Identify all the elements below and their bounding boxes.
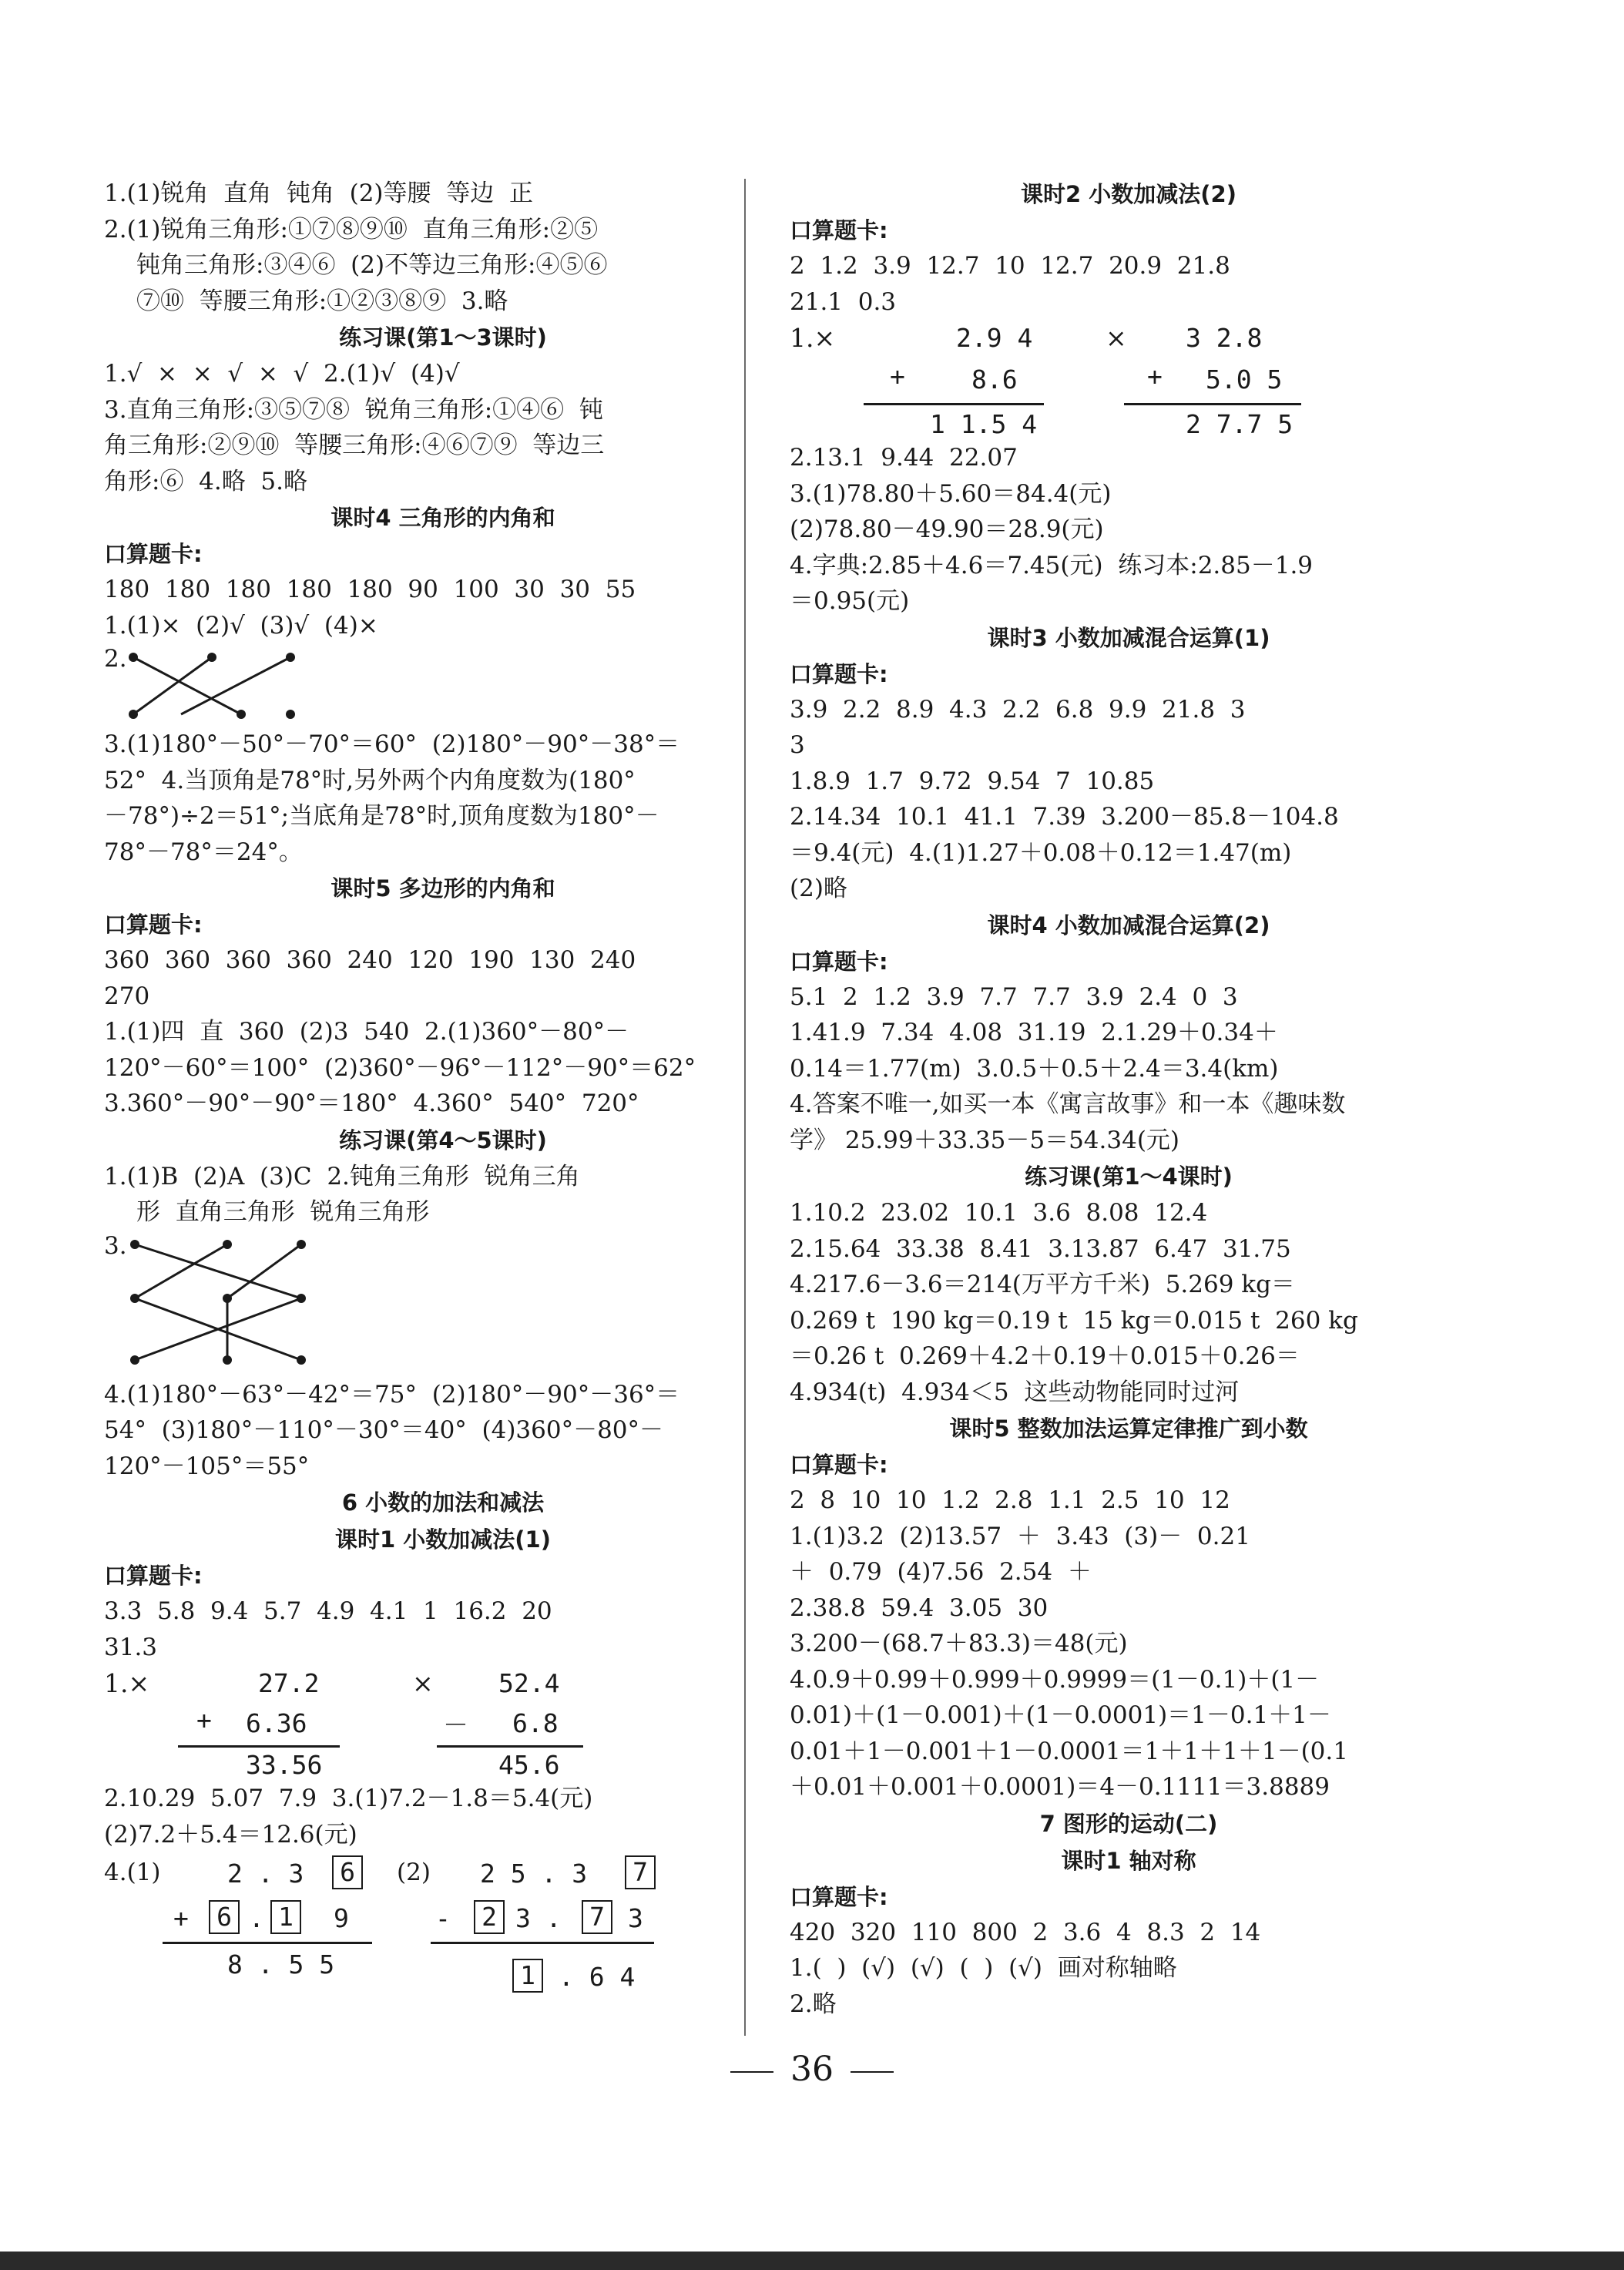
- answer-box: 1: [270, 1900, 301, 1934]
- check-mark: 1.×: [790, 323, 836, 353]
- section-heading: 课时1 轴对称: [1061, 1847, 1196, 1874]
- mental-math-label: 口算题卡:: [104, 541, 203, 567]
- bottom-edge-band: [0, 2252, 1624, 2270]
- unit-heading: 6 小数的加法和减法: [341, 1489, 545, 1516]
- result: . 6 4: [559, 1962, 636, 1992]
- text-line: 120°－60°＝100° (2)360°－96°－112°－90°＝62°: [104, 1053, 696, 1082]
- digit: 3: [628, 1903, 643, 1933]
- text-line: ＋ 0.79 (4)7.56 2.54 ＋: [790, 1558, 1092, 1586]
- addend: 6.36: [246, 1708, 307, 1738]
- result: 2 7.7 5: [1186, 409, 1293, 439]
- mental-math-label: 口算题卡:: [790, 1452, 888, 1478]
- text-line: 0.01＋1－0.001＋1－0.0001＝1＋1＋1＋1－(0.1: [790, 1737, 1348, 1765]
- text-line: 5.1 2 1.2 3.9 7.7 7.7 3.9 2.4 0 3: [790, 982, 1238, 1011]
- text-line: (2)7.2＋5.4＝12.6(元): [104, 1820, 357, 1849]
- text-line: 52° 4.当顶角是78°时,另外两个内角度数为(180°: [104, 766, 636, 794]
- text-line: 2 8 10 10 1.2 2.8 1.1 2.5 10 12: [790, 1486, 1230, 1514]
- matching-lines-diagram: [127, 643, 358, 727]
- addend: 27.2: [258, 1668, 320, 1698]
- text-line: 360 360 360 360 240 120 190 130 240: [104, 946, 636, 974]
- text-line: (2)略: [790, 875, 847, 902]
- item-label: (2): [397, 1859, 431, 1886]
- text-line: 4.字典:2.85＋4.6＝7.45(元) 练习本:2.85－1.9: [790, 551, 1314, 579]
- operator: +: [196, 1705, 212, 1735]
- text-line: 3.9 2.2 8.9 4.3 2.2 6.8 9.9 21.8 3: [790, 695, 1246, 724]
- subtrahend: 6.8: [512, 1708, 559, 1738]
- text-line: 3.3 5.8 9.4 5.7 4.9 4.1 1 16.2 20: [104, 1597, 552, 1625]
- answer-box: 7: [625, 1855, 656, 1889]
- result-line: [864, 403, 1044, 405]
- text-line: 1.(1)锐角 直角 钝角 (2)等腰 等边 正: [104, 180, 533, 207]
- text-line: 3: [790, 731, 805, 759]
- text-line: 形 直角三角形 锐角三角形: [136, 1198, 430, 1226]
- text-line: 1.8.9 1.7 9.72 9.54 7 10.85: [790, 767, 1155, 795]
- text-line: 学》 25.99＋33.35－5＝54.34(元): [790, 1126, 1180, 1154]
- section-heading: 课时3 小数加减混合运算(1): [987, 624, 1270, 651]
- text-line: 1.( ) (√) (√) ( ) (√) 画对称轴略: [790, 1954, 1177, 1982]
- digit: 9: [334, 1903, 349, 1933]
- operator: －: [443, 1710, 468, 1740]
- mental-math-label: 口算题卡:: [104, 912, 203, 938]
- text-line: 3.200－(68.7＋83.3)＝48(元): [790, 1630, 1128, 1657]
- text-line: 0.14＝1.77(m) 3.0.5＋0.5＋2.4＝3.4(km): [790, 1054, 1279, 1083]
- answer-box: 2: [474, 1900, 505, 1934]
- text-line: 3.直角三角形:③⑤⑦⑧ 锐角三角形:①④⑥ 钝: [104, 395, 603, 424]
- section-heading: 课时1 小数加减法(1): [335, 1526, 551, 1553]
- addend: 5.0 5: [1206, 364, 1283, 395]
- text-line: ＝0.26 t 0.269＋4.2＋0.19＋0.015＋0.26＝: [790, 1342, 1300, 1370]
- text-line: 3.(1)180°－50°－70°＝60° (2)180°－90°－38°＝: [104, 730, 680, 758]
- text-line: 2 1.2 3.9 12.7 10 12.7 20.9 21.8: [790, 252, 1230, 280]
- text-line: 钝角三角形:③④⑥ (2)不等边三角形:④⑤⑥: [136, 251, 608, 279]
- text-line: ＝0.95(元): [790, 587, 910, 615]
- section-heading: 练习课(第4～5课时): [339, 1127, 547, 1153]
- text-line: 3.360°－90°－90°＝180° 4.360° 540° 720°: [104, 1090, 639, 1117]
- text-line: 420 320 110 800 2 3.6 4 8.3 2 14: [790, 1918, 1261, 1946]
- section-heading: 练习课(第1～3课时): [339, 324, 547, 351]
- text-line: 3.(1)78.80＋5.60＝84.4(元): [790, 479, 1112, 508]
- digits: 3 .: [515, 1903, 562, 1933]
- text-line: 21.1 0.3: [790, 287, 897, 316]
- text-line: 1.(1)B (2)A (3)C 2.钝角三角形 锐角三角: [104, 1162, 580, 1190]
- result-line: [178, 1745, 340, 1748]
- text-line: 2.15.64 33.38 8.41 3.13.87 6.47 31.75: [790, 1234, 1291, 1263]
- minuend: 2 5 . 3: [480, 1859, 588, 1889]
- check-mark: ×: [1106, 323, 1127, 353]
- text-line: 4.(1)180°－63°－42°＝75° (2)180°－90°－36°＝: [104, 1380, 680, 1409]
- figure-label: 3.: [104, 1231, 127, 1260]
- answer-box: 6: [209, 1900, 240, 1934]
- item-label: 4.(1): [104, 1859, 161, 1886]
- section-heading: 课时2 小数加减法(2): [1021, 181, 1236, 207]
- mental-math-label: 口算题卡:: [790, 660, 888, 687]
- figure-label: 2.: [104, 645, 127, 673]
- operator: +: [173, 1903, 189, 1933]
- matching-figure-2: [104, 1231, 782, 1377]
- page-number: [0, 2050, 1624, 2089]
- dash-right: [851, 2071, 894, 2073]
- vertical-calculations-1: [104, 1665, 782, 1781]
- text-line: 4.0.9＋0.99＋0.999＋0.9999＝(1－0.1)＋(1－: [790, 1665, 1320, 1694]
- addend: 3 2.8: [1186, 323, 1263, 353]
- text-line: 1.10.2 23.02 10.1 3.6 8.08 12.4: [790, 1199, 1208, 1227]
- operator: -: [435, 1903, 451, 1933]
- check-mark: ×: [412, 1668, 434, 1698]
- result: 45.6: [498, 1750, 560, 1780]
- text-line: 270: [104, 982, 150, 1010]
- text-line: 2.13.1 9.44 22.07: [790, 444, 1018, 472]
- text-line: 角三角形:②⑨⑩ 等腰三角形:④⑥⑦⑨ 等边三: [104, 432, 605, 459]
- matching-lines-diagram: [127, 1231, 374, 1377]
- result-line: [431, 1942, 654, 1944]
- section-heading: 课时5 整数加法运算定律推广到小数: [949, 1415, 1308, 1442]
- text-line: ⑦⑩ 等腰三角形:①②③⑧⑨ 3.略: [136, 287, 508, 315]
- text-line: 4.217.6－3.6＝214(万平方千米) 5.269 kg＝: [790, 1271, 1295, 1298]
- mental-math-label: 口算题卡:: [790, 217, 888, 243]
- mental-math-label: 口算题卡:: [790, 1883, 888, 1910]
- matching-figure-1: [104, 643, 782, 727]
- answer-box: 6: [332, 1855, 363, 1889]
- text-line: ＝9.4(元) 4.(1)1.27＋0.08＋0.12＝1.47(m): [790, 838, 1292, 867]
- section-heading: 课时4 三角形的内角和: [331, 505, 555, 531]
- text-line: 4.934(t) 4.934＜5 这些动物能同时过河: [790, 1378, 1240, 1406]
- text-line: 0.269 t 190 kg＝0.19 t 15 kg＝0.015 t 260 kg: [790, 1306, 1358, 1335]
- text-line: 2.14.34 10.1 41.1 7.39 3.200－85.8－104.8: [790, 803, 1339, 831]
- left-column: [104, 176, 782, 1999]
- mental-math-label: 口算题卡:: [790, 948, 888, 975]
- section-heading: 课时5 多边形的内角和: [331, 875, 555, 902]
- minuend: 52.4: [498, 1668, 560, 1698]
- result-line: [437, 1745, 583, 1748]
- section-heading: 课时4 小数加减混合运算(2): [987, 912, 1270, 939]
- result: 8 . 5 5: [227, 1949, 335, 1980]
- addend: 2 . 3: [227, 1859, 304, 1889]
- dash-left: [730, 2071, 773, 2073]
- text-line: 120°－105°＝55°: [104, 1452, 310, 1480]
- vertical-calculations: [790, 320, 1468, 440]
- result: 1 1.5 4: [930, 409, 1038, 439]
- answer-box: 7: [582, 1900, 612, 1934]
- text-line: 4.答案不唯一,如买一本《寓言故事》和一本《趣味数: [790, 1090, 1346, 1118]
- result-line: [1124, 403, 1301, 405]
- text-line: 54° (3)180°－110°－30°＝40° (4)360°－80°－: [104, 1416, 664, 1444]
- text-line: 1.√ × × √ × √ 2.(1)√ (4)√: [104, 360, 460, 388]
- decimal-point: .: [249, 1903, 264, 1933]
- text-line: (2)78.80－49.90＝28.9(元): [790, 515, 1104, 543]
- text-line: 2.略: [790, 1990, 837, 2018]
- text-line: 2.(1)锐角三角形:①⑦⑧⑨⑩ 直角三角形:②⑤: [104, 215, 599, 243]
- text-line: 1.41.9 7.34 4.08 31.19 2.1.29＋0.34＋: [790, 1019, 1278, 1046]
- addend: 8.6: [971, 364, 1018, 395]
- text-line: 31.3: [104, 1633, 158, 1661]
- text-line: －78°)÷2＝51°;当底角是78°时,顶角度数为180°－: [104, 802, 659, 830]
- text-line: 2.38.8 59.4 3.05 30: [790, 1593, 1049, 1622]
- result-line: [163, 1942, 372, 1944]
- section-heading: 练习课(第1～4课时): [1025, 1164, 1233, 1190]
- text-line: 1.(1)四 直 360 (2)3 540 2.(1)360°－80°－: [104, 1018, 629, 1046]
- addend: 2.9 4: [956, 323, 1033, 353]
- check-mark: 1.×: [104, 1668, 150, 1698]
- text-line: 角形:⑥ 4.略 5.略: [104, 467, 308, 495]
- column-divider: [744, 179, 746, 2036]
- unit-heading: 7 图形的运动(二): [1039, 1810, 1218, 1837]
- text-line: 1.(1)× (2)√ (3)√ (4)×: [104, 611, 378, 640]
- mental-math-label: 口算题卡:: [104, 1563, 203, 1589]
- right-column: [790, 176, 1468, 2022]
- text-line: 0.01)＋(1－0.001)＋(1－0.0001)＝1－0.1＋1－: [790, 1701, 1331, 1729]
- vertical-calculations-2: [104, 1852, 782, 1999]
- operator: +: [1147, 361, 1163, 391]
- page-number-text: 36: [790, 2050, 834, 2089]
- result: 33.56: [246, 1750, 323, 1780]
- text-line: 78°－78°＝24°。: [104, 838, 303, 866]
- text-line: 2.10.29 5.07 7.9 3.(1)7.2－1.8＝5.4(元): [104, 1785, 593, 1812]
- answer-box: 1: [512, 1959, 543, 1993]
- text-line: ＋0.01＋0.001＋0.0001)＝4－0.1111＝3.8889: [790, 1773, 1330, 1801]
- text-line: 180 180 180 180 180 90 100 30 30 55: [104, 576, 636, 603]
- operator: +: [890, 361, 905, 391]
- text-line: 1.(1)3.2 (2)13.57 ＋ 3.43 (3)－ 0.21: [790, 1522, 1250, 1550]
